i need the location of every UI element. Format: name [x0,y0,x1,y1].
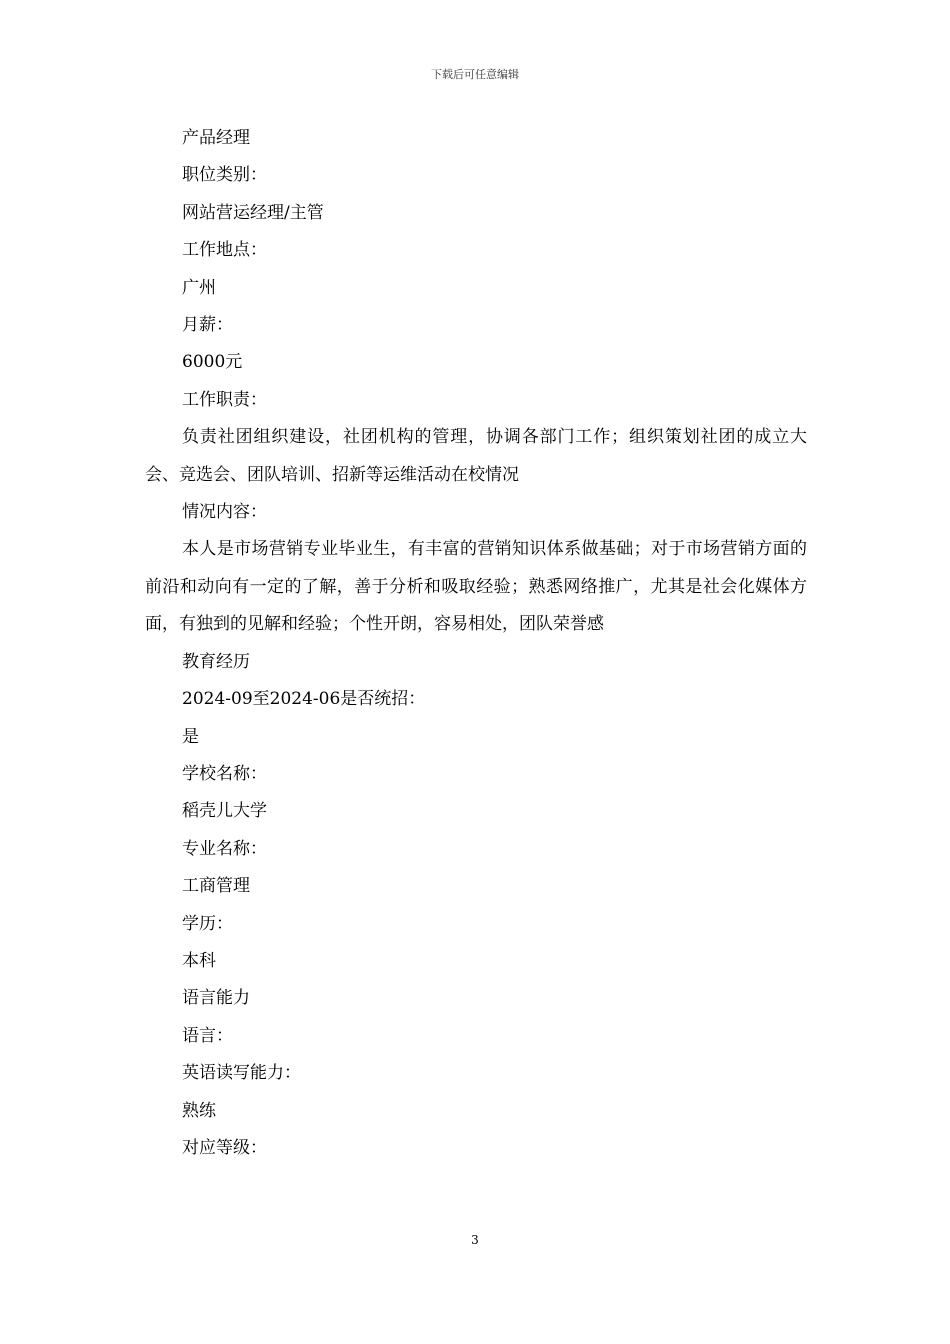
text-line: 对应等级： [182,1137,267,1158]
text-line: 稻壳儿大学 [182,801,267,822]
text-line: 熟练 [182,1100,216,1121]
text-line: 职位类别： [182,165,267,186]
text-line: 学历： [182,913,233,934]
duty-paragraph: 负责社团组织建设，社团机构的管理，协调各部门工作；组织策划社团的成立大会、竞选会、团队培训、招新等运维活动在校情况 [145,427,807,485]
text-line: 网站营运经理/主管 [182,202,324,223]
situation-label: 情况内容： [182,502,267,523]
text-line: 语言： [182,1025,233,1046]
text-line: 广州 [182,277,216,298]
text-line: 产品经理 [182,128,250,148]
situation-paragraph: 本人是市场营销专业毕业生，有丰富的营销知识体系做基础；对于市场营销方面的前沿和动向有一定的了解，善于分析和吸取经验；熟悉网络推广，尤其是社会化媒体方面，有独到的见解和经验；个性开朗，容易相处，团队荣誉感 [145,539,807,635]
text-line: 学校名称： [182,763,267,784]
text-line: 工作职责： [182,389,267,410]
text-line: 专业名称： [182,838,267,859]
text-line: 本科 [182,950,216,971]
section-title-education: 教育经历 [182,651,250,672]
document-body [145,120,807,1167]
text-line: 英语读写能力： [182,1063,301,1084]
text-line: 工商管理 [182,876,250,897]
text-line: 月薪： [182,315,233,336]
text-line: 2024-09至2024-06是否统招： [182,689,426,710]
text-line: 工作地点： [182,240,267,261]
text-line: 是 [182,726,199,747]
page-header: 下载后可任意编辑 [431,68,519,81]
section-title-language: 语言能力 [182,988,250,1009]
text-line: 6000元 [182,352,243,373]
page-number: 3 [471,1233,479,1247]
